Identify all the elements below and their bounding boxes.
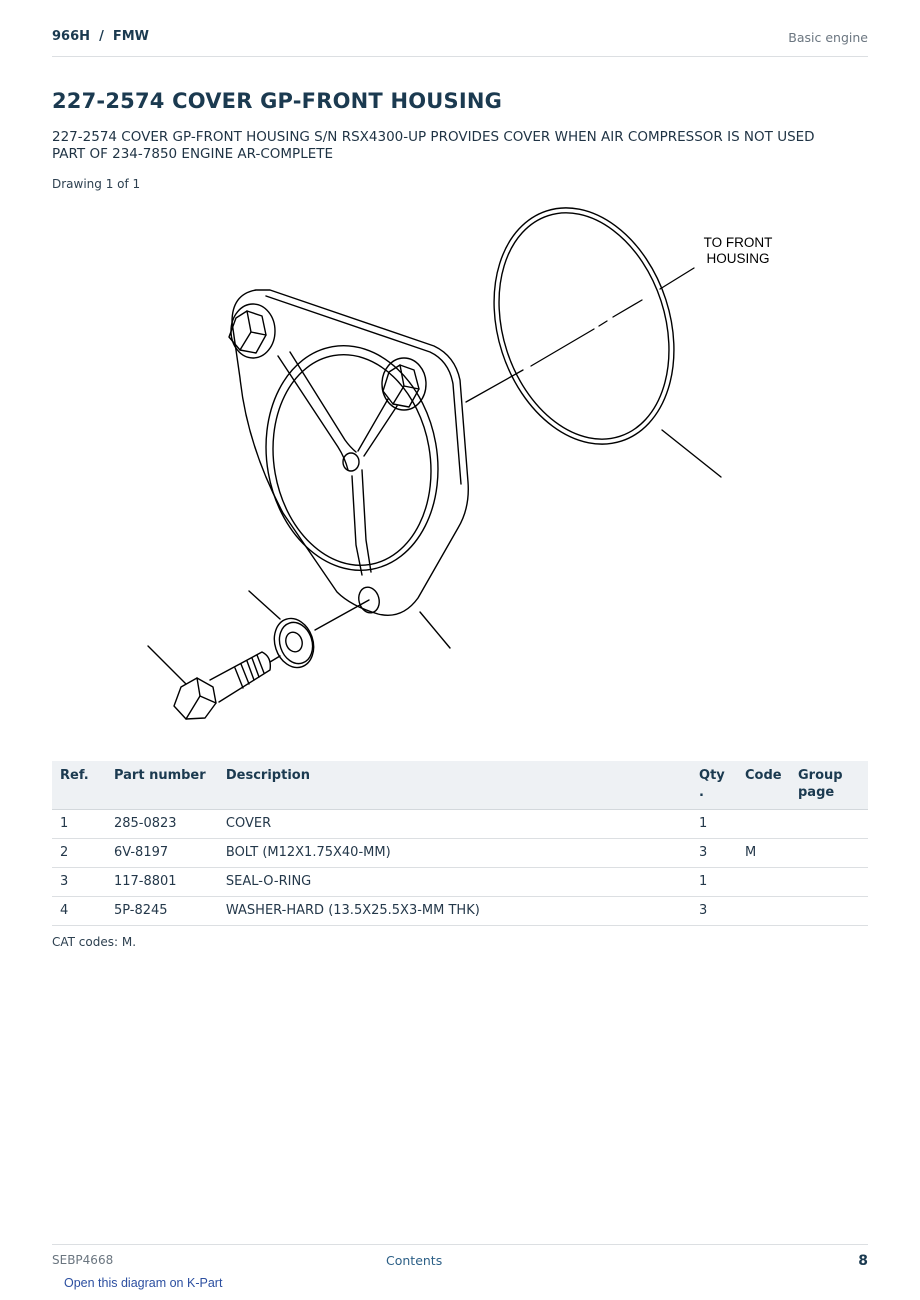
washer-leader-line [249,591,280,619]
table-row [52,810,868,839]
drawing-label: Drawing 1 of 1 [52,177,141,191]
cat-codes-note: CAT codes: M. [52,935,137,949]
cell-ref: 4 [52,897,106,926]
cell-qty: 1 [691,810,737,839]
cell-description: WASHER-HARD (13.5X25.5X3-MM THK) [218,897,691,926]
cell-code: M [737,839,790,868]
column-header-qty [691,761,737,810]
document-id: SEBP4668 [52,1253,114,1267]
open-in-kpart-link[interactable]: Open this diagram on K-Part [64,1276,223,1290]
cover-leader-line [420,612,450,648]
column-header-description: Description [218,761,691,810]
hard-washer [268,613,320,672]
column-header-ref: Ref. [52,761,106,810]
column-header-code: Code [737,761,790,810]
cell-description: SEAL-O-RING [218,868,691,897]
table-row [52,868,868,897]
cell-group-page [790,839,868,868]
description-line-2: PART OF 234-7850 ENGINE AR-COMPLETE [52,146,334,162]
cell-code [737,810,790,839]
part-description [52,129,868,163]
qty-header-line-1: Qty [699,768,725,783]
group-header-line-1: Group [798,768,843,783]
cell-description: BOLT (M12X1.75X40-MM) [218,839,691,868]
cell-group-page [790,897,868,926]
cell-code [737,868,790,897]
cell-description: COVER [218,810,691,839]
description-line-1: 227-2574 COVER GP-FRONT HOUSING S/N RSX4300-UP PROVIDES COVER WHEN AIR COMPRESSOR IS NOT USED [52,129,815,145]
parts-table [52,761,868,926]
page-number: 8 [858,1253,868,1269]
seal-leader-line [662,430,721,477]
section-name: Basic engine [788,30,868,45]
table-header-row [52,761,868,810]
table-row [52,839,868,868]
page-title: 227-2574 COVER GP-FRONT HOUSING [52,89,503,113]
o-ring-seal [465,196,703,468]
exploded-parts-diagram [52,196,868,746]
cover-plate [229,290,468,615]
contents-link[interactable]: Contents [386,1253,443,1268]
cell-group-page [790,810,868,839]
cell-part-number: 285-0823 [106,810,218,839]
cell-ref: 3 [52,868,106,897]
breadcrumb: 966H / FMW [52,29,150,44]
callout-line-1: TO FRONT [703,235,773,250]
hex-bolt [174,652,280,719]
cell-ref: 1 [52,810,106,839]
cell-ref: 2 [52,839,106,868]
group-header-line-2: page [798,785,835,800]
bolt-leader-line [148,646,186,684]
callout-line-2: HOUSING [706,251,770,266]
cell-group-page [790,868,868,897]
cell-part-number: 5P-8245 [106,897,218,926]
washer-axis-line [315,600,369,630]
cell-part-number: 6V-8197 [106,839,218,868]
cell-qty: 3 [691,897,737,926]
column-header-group-page [790,761,868,810]
cell-code [737,897,790,926]
column-header-part-number: Part number [106,761,218,810]
page-footer [52,1244,868,1275]
qty-header-line-2: . [699,785,704,800]
cell-qty: 3 [691,839,737,868]
page-header [52,26,868,57]
cell-part-number: 117-8801 [106,868,218,897]
cell-qty: 1 [691,868,737,897]
table-row [52,897,868,926]
